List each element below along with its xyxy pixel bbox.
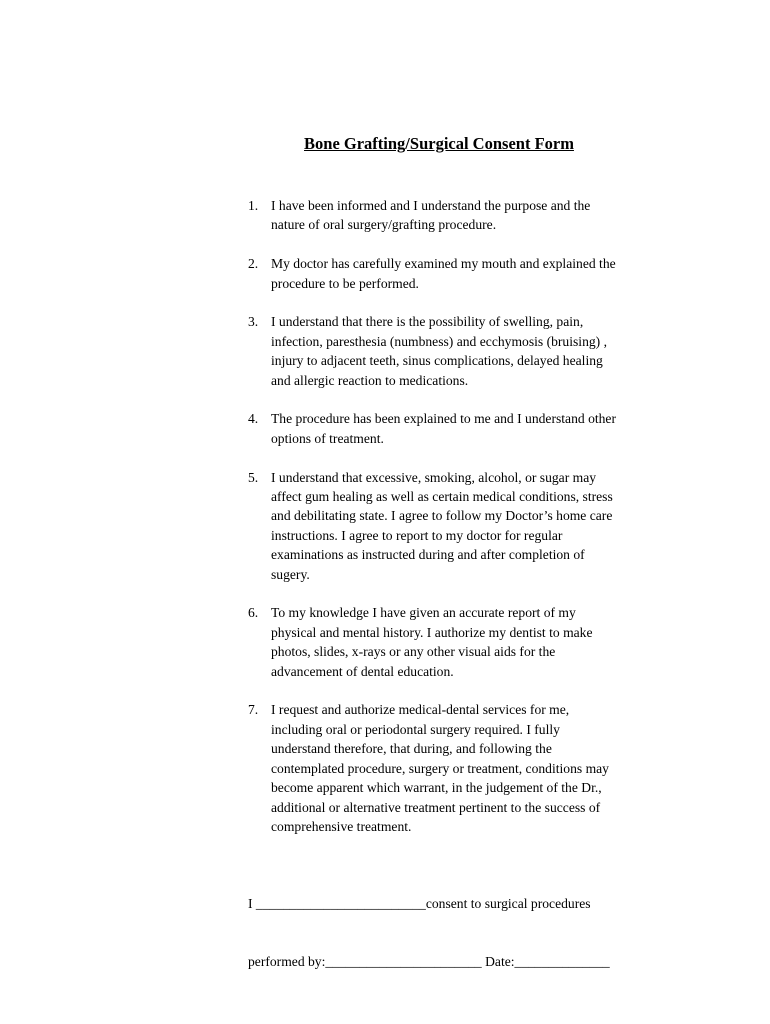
- item-text-line: sugery.: [271, 566, 310, 582]
- item-text-line: comprehensive treatment.: [271, 818, 412, 834]
- item-text-line: I understand that there is the possibility of swelling, pain,: [271, 314, 584, 330]
- item-number: 2.: [248, 256, 259, 272]
- item-number: 5.: [248, 469, 259, 485]
- item-number: 6.: [248, 605, 259, 621]
- item-text-line: procedure to be performed.: [271, 275, 419, 291]
- consent-item-7: [248, 700, 668, 836]
- item-text-line: options of treatment.: [271, 430, 384, 446]
- item-text-line: become apparent which warrant, in the judgement of the Dr.,: [271, 780, 602, 796]
- item-text-line: To my knowledge I have given an accurate report of my: [271, 605, 576, 621]
- item-number: 3.: [248, 314, 259, 330]
- item-text-line: additional or alternative treatment pertinent to the success of: [271, 799, 601, 815]
- consent-item-6: [248, 603, 668, 681]
- consent-item-5: [248, 468, 668, 584]
- consent-signature-block: [248, 855, 610, 991]
- page-title: Bone Grafting/Surgical Consent Form: [304, 134, 574, 153]
- item-text-line: examinations as instructed during and after completion of: [271, 547, 585, 563]
- item-text-line: nature of oral surgery/grafting procedure.: [271, 217, 497, 233]
- performed-by-date-line: performed by:_______________________ Date:______________: [248, 954, 610, 970]
- item-text-line: understand therefore, that during, and following the: [271, 741, 552, 757]
- item-text-line: infection, paresthesia (numbness) and ecchymosis (bruising) ,: [271, 333, 607, 349]
- consent-item-3: [248, 312, 668, 390]
- item-text-line: advancement of dental education.: [271, 663, 454, 679]
- item-text-line: instructions. I agree to report to my doctor for regular: [271, 527, 563, 543]
- item-number: 7.: [248, 702, 259, 718]
- item-text-line: I understand that excessive, smoking, alcohol, or sugar may: [271, 469, 597, 485]
- consent-item-4: [248, 409, 668, 448]
- item-text-line: affect gum healing as well as certain medical conditions, stress: [271, 489, 613, 505]
- item-text-line: photos, slides, x-rays or any other visual aids for the: [271, 644, 556, 660]
- item-text-line: physical and mental history. I authorize my dentist to make: [271, 624, 593, 640]
- consent-items-list: [248, 196, 668, 856]
- item-number: 4.: [248, 411, 259, 427]
- item-text-line: My doctor has carefully examined my mouth and explained the: [271, 256, 616, 272]
- consent-item-1: [248, 196, 668, 235]
- consent-name-line: I _________________________consent to surgical procedures: [248, 895, 591, 911]
- item-text-line: and allergic reaction to medications.: [271, 372, 469, 388]
- consent-item-2: [248, 254, 668, 293]
- item-text-line: including oral or periodontal surgery required. I fully: [271, 721, 560, 737]
- item-text-line: I have been informed and I understand the purpose and the: [271, 198, 591, 213]
- item-number: 1.: [248, 198, 259, 213]
- item-text-line: The procedure has been explained to me and I understand other: [271, 411, 616, 427]
- item-text-line: contemplated procedure, surgery or treatment, conditions may: [271, 760, 609, 776]
- item-text-line: injury to adjacent teeth, sinus complications, delayed healing: [271, 353, 603, 369]
- item-text-line: and debilitating state. I agree to follow my Doctor’s home care: [271, 508, 613, 524]
- item-text-line: I request and authorize medical-dental services for me,: [271, 702, 570, 718]
